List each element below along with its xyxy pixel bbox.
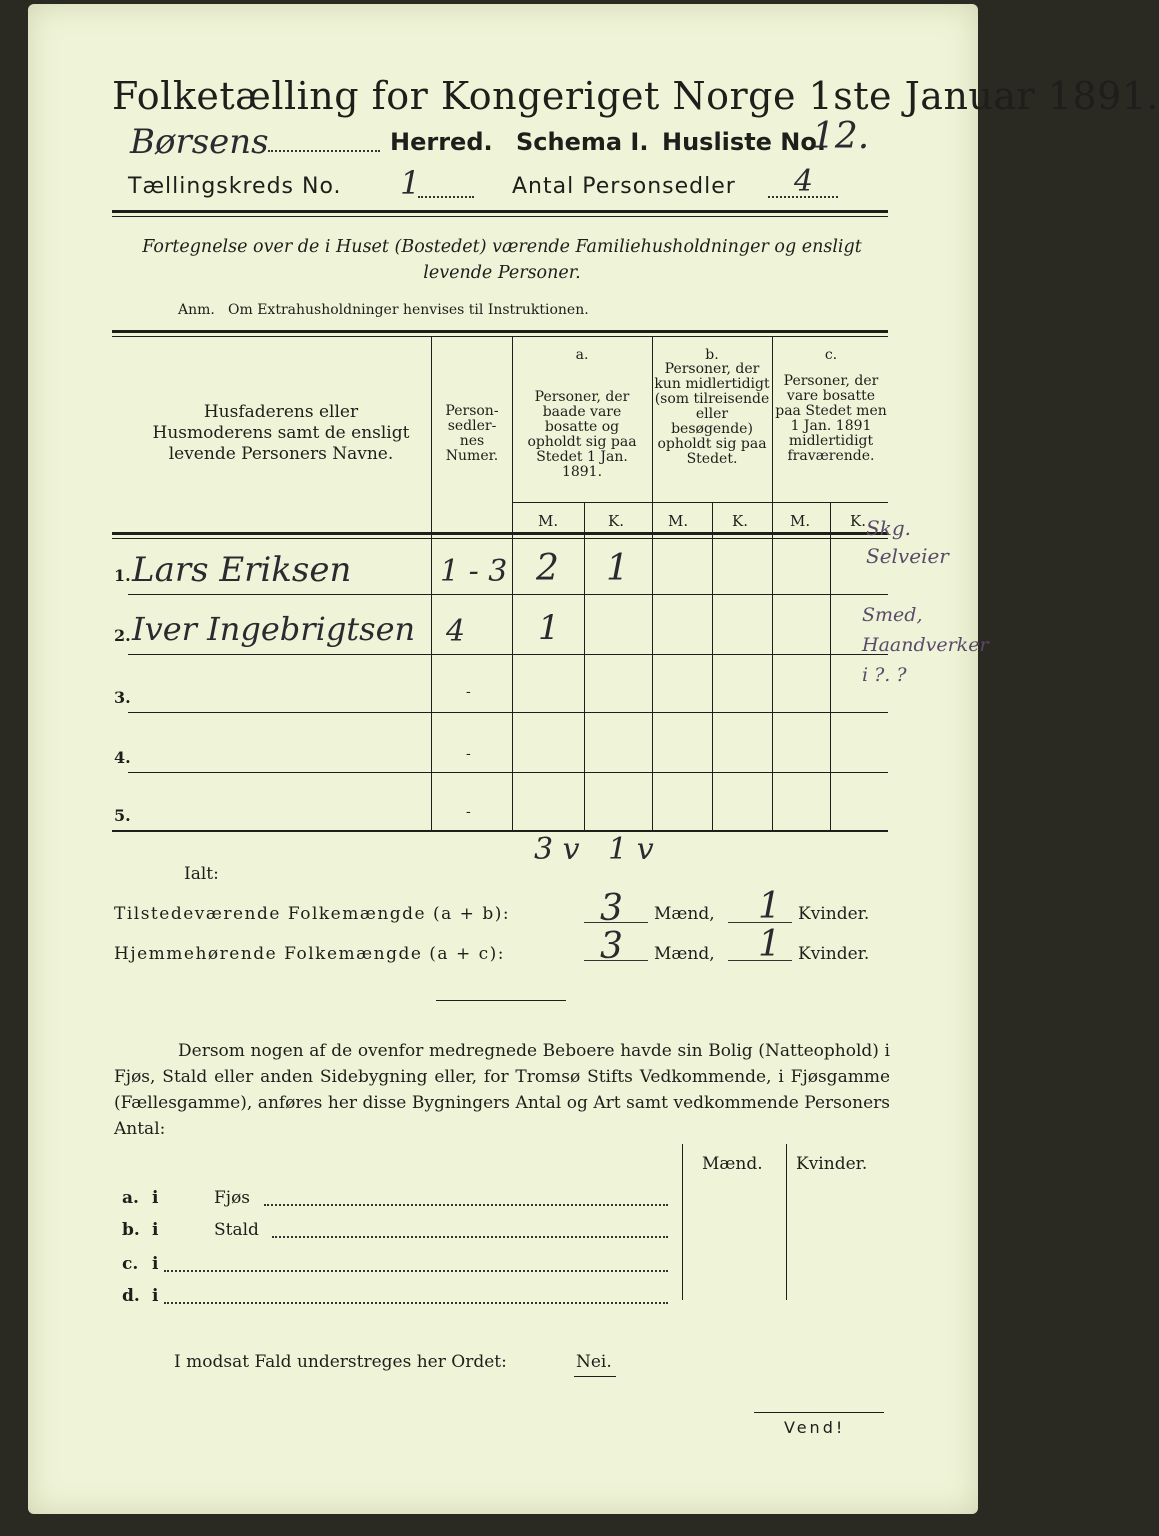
row-2-am: 1	[538, 608, 560, 648]
schema-label: Schema I.	[516, 128, 649, 156]
col-a-text: Personer, der baade vare bosatte og opholdt sig paa Stedet 1 Jan. 1891.	[527, 389, 637, 480]
outb-c-letter: c.	[122, 1254, 139, 1274]
outb-d-dots	[164, 1302, 668, 1304]
herred-label: Herred.	[390, 128, 493, 156]
husliste-label: Husliste No.	[662, 128, 826, 156]
nei-underline	[574, 1376, 616, 1377]
row-3-no: 3.	[114, 688, 131, 707]
row-2-name: Iver Ingebrigtsen	[132, 610, 416, 648]
row-line-3	[128, 712, 888, 713]
herred-dots	[268, 150, 380, 152]
tilst-label: Tilstedeværende Folkemængde (a + b):	[114, 904, 511, 924]
outb-c-i: i	[152, 1254, 159, 1274]
anm-prefix: Anm.	[178, 302, 215, 318]
col-a-letter: a.	[575, 347, 589, 363]
mk-header-rule	[512, 502, 888, 503]
col-b-letter: b.	[705, 347, 719, 363]
tilst-k-value: 1	[758, 886, 781, 927]
c-m-label: M.	[790, 512, 811, 530]
col-name-header: Husfaderens eller Husmoderens samt de ensligt levende Personers Navne.	[152, 402, 410, 464]
outb-a-letter: a.	[122, 1188, 139, 1208]
antal-dots	[768, 196, 838, 198]
row-2-no: 2.	[114, 626, 131, 645]
tilst-m-value: 3	[600, 888, 623, 929]
kreds-dots	[418, 196, 474, 198]
outbuildings-paragraph: Dersom nogen af de ovenfor medregnede Beboere havde sin Bolig (Natteophold) i Fjøs, Stald eller anden Sidebygning eller, for Tromsø Stifts Vedkommende, i Fjøsgamme (Fællesgamme), anføres her disse Bygningers Antal og Art samt vedkommende Personers Antal:	[114, 1041, 890, 1139]
vend-rule	[754, 1412, 884, 1413]
census-form	[28, 4, 1159, 1514]
form-title: Folketælling for Kongeriget Norge 1ste Januar 1891.	[112, 74, 1159, 118]
outb-maend-header: Mænd.	[702, 1154, 763, 1174]
herred-value: Børsens	[130, 122, 269, 162]
tilst-kvinder-label: Kvinder.	[798, 904, 870, 924]
ialt-label: Ialt:	[184, 864, 219, 884]
row-2-numer: 4	[446, 614, 466, 649]
table-top-rule	[112, 330, 888, 333]
outb-d-i: i	[152, 1286, 159, 1306]
col-numer-header: Person-sedler-nes Numer.	[445, 403, 499, 464]
outb-vline-2	[786, 1144, 787, 1300]
outb-b-letter: b.	[122, 1220, 140, 1240]
outb-d-letter: d.	[122, 1286, 140, 1306]
col-c-letter: c.	[824, 347, 838, 363]
col-c-text: Personer, der vare bosatte paa Stedet men 1 Jan. 1891 midlertidigt fraværende.	[775, 373, 887, 464]
anm-text: Om Extrahusholdninger henvises til Instruktionen.	[228, 302, 589, 318]
vline-c-mk	[830, 502, 831, 831]
b-m-label: M.	[668, 512, 689, 530]
vline-3	[652, 337, 653, 831]
a-m-label: M.	[538, 512, 559, 530]
col-b-text: Personer, der kun midlertidigt (som tilreisende eller besøgende) opholdt sig paa Stedet.	[654, 361, 770, 467]
row-4-numer: -	[466, 746, 471, 762]
modsat-text: I modsat Fald understreges her Ordet:	[174, 1352, 507, 1372]
antal-value: 4	[794, 164, 814, 199]
hjem-k-value: 1	[758, 924, 781, 965]
vline-1	[431, 337, 432, 831]
row-3-numer: -	[466, 684, 471, 700]
outb-a-label: Fjøs	[214, 1188, 251, 1208]
tally-marks: 3 v 1 v	[534, 832, 654, 867]
outb-b-label: Stald	[214, 1220, 259, 1240]
outb-a-dots	[264, 1204, 668, 1206]
row-2-note: Smed, Haandverker i ?. ?	[862, 604, 989, 686]
a-k-label: K.	[608, 512, 624, 530]
header-rule-thin	[112, 216, 888, 217]
vline-a-mk	[584, 502, 585, 831]
intro-heading: Fortegnelse over de i Huset (Bostedet) værende Familiehusholdninger og ensligt levende Personer.	[142, 237, 862, 283]
vline-2	[512, 337, 513, 831]
hjem-maend-label: Mænd,	[654, 944, 715, 964]
row-line-4	[128, 772, 888, 773]
hjem-label: Hjemmehørende Folkemængde (a + c):	[114, 944, 505, 964]
row-line-1	[128, 594, 888, 595]
row-line-2	[128, 654, 888, 655]
row-5-no: 5.	[114, 806, 131, 825]
row-5-numer: -	[466, 804, 471, 820]
vend-text: Vend!	[784, 1418, 846, 1437]
row-1-no: 1.	[114, 566, 131, 585]
outb-c-dots	[164, 1270, 668, 1272]
row-1-numer: 1 - 3	[440, 554, 508, 589]
section-divider	[436, 1000, 566, 1001]
c-k-label: K.	[850, 512, 866, 530]
row-1-note: Skg. Selveier	[866, 516, 949, 568]
header-rule-thick	[112, 210, 888, 213]
outb-b-i: i	[152, 1220, 159, 1240]
b-k-label: K.	[732, 512, 748, 530]
row-1-ak: 1	[606, 548, 629, 589]
vline-b-mk	[712, 502, 713, 831]
tilst-maend-label: Mænd,	[654, 904, 715, 924]
outb-a-i: i	[152, 1188, 159, 1208]
hjem-m-value: 3	[600, 926, 623, 967]
kreds-value: 1	[400, 164, 421, 202]
row-1-am: 2	[536, 548, 559, 589]
outb-kvinder-header: Kvinder.	[796, 1154, 868, 1174]
row-4-no: 4.	[114, 748, 131, 767]
hjem-kvinder-label: Kvinder.	[798, 944, 870, 964]
vline-4	[772, 337, 773, 831]
antal-label: Antal Personsedler	[512, 174, 736, 199]
row-1-name: Lars Eriksen	[132, 550, 352, 590]
husliste-value: 12.	[812, 116, 870, 157]
nei-word: Nei.	[576, 1352, 612, 1372]
outb-vline-1	[682, 1144, 683, 1300]
outb-b-dots	[272, 1236, 668, 1238]
kreds-label: Tællingskreds No.	[128, 174, 342, 199]
